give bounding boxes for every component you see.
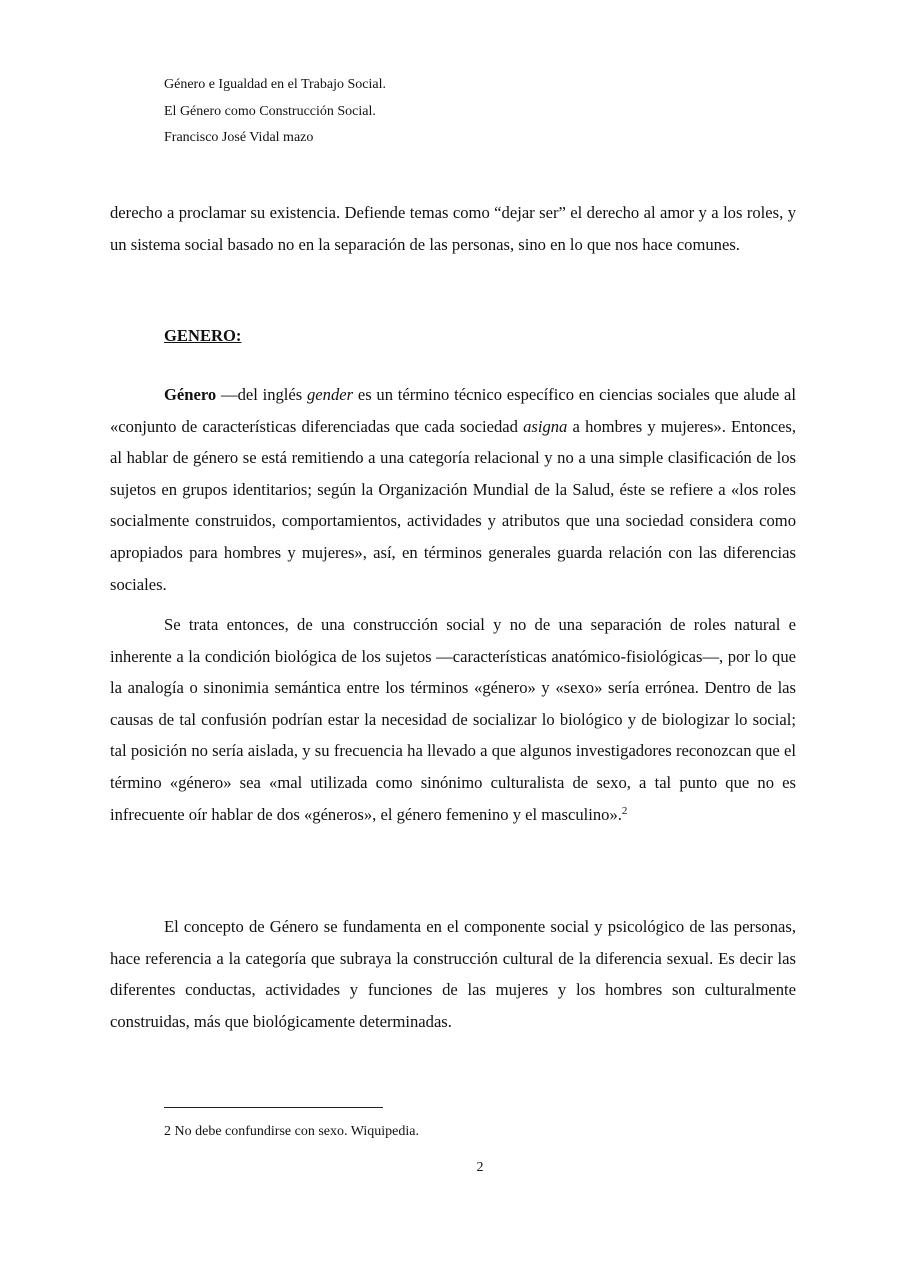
footnote-separator [164,1107,383,1108]
paragraph-concepto-genero [110,911,796,1037]
footnote-reference[interactable]: 2 [621,804,628,817]
term-genero: Género [164,385,217,404]
section-heading-genero: GENERO: [164,326,242,345]
header-document-title: El Género como Construcción Social. [164,103,376,119]
term-gender: gender [306,385,354,404]
construccion-text: Se trata entonces, de una construcción social y no de una separación de roles natural e inherente a la condición biológica de los sujetos —características anatómico-fisiológicas—, por lo que la analogía o sinonimia semántica entre los términos «género» y «sexo» sería errónea. Dentro de las causas de tal confusión podrían estar la necesidad de socializar lo biológico y de biologizar lo social; tal posición no sería aislada, y su frecuencia ha llevado a que algunos investigadores reconozcan que el término «género» sea «mal utilizada como sinónimo culturalista de sexo, a tal punto que no es infrecuente oír hablar de dos «géneros», el género femenino y el masculino». [110,615,796,824]
genero-text-part2: es un término técnico específico en ciencias sociales que alude al «conjunto de características diferenciadas que cada sociedad [110,385,796,436]
genero-text-part1: —del inglés [216,385,307,404]
paragraph-construccion-social [110,609,796,830]
concepto-text: El concepto de Género se fundamenta en el componente social y psicológico de las personas, hace referencia a la categoría que subraya la construcción cultural de la diferencia sexual. Es decir las diferentes conductas, actividades y funciones de las mujeres y los hombres son culturalmente construidas, más que biológicamente determinadas. [110,917,796,1031]
paragraph-genero-definition [110,379,796,600]
footnote-text: 2 No debe confundirse con sexo. Wiquipedia. [164,1124,420,1139]
header-course-title: Género e Igualdad en el Trabajo Social. [164,77,386,92]
page-number: 2 [476,1160,484,1175]
genero-text-part3: a hombres y mujeres». Entonces, al hablar de género se está remitiendo a una categoría relacional y no a una simple clasificación de los sujetos en grupos identitarios; según la Organización Mundial de la Salud, éste se refiere a «los roles socialmente construidos, comportamientos, actividades y atributos que una sociedad considera como apropiados para hombres y mujeres», así, en términos generales guarda relación con las diferencias sociales. [110,416,796,594]
term-asigna: asigna [523,416,568,436]
header-author: Francisco José Vidal mazo [164,130,314,145]
running-header [164,72,386,152]
paragraph-intro: derecho a proclamar su existencia. Defiende temas como “dejar ser” el derecho al amor y a los roles, y un sistema social basado no en la separación de las personas, sino en lo que nos hace comunes. [110,203,796,254]
